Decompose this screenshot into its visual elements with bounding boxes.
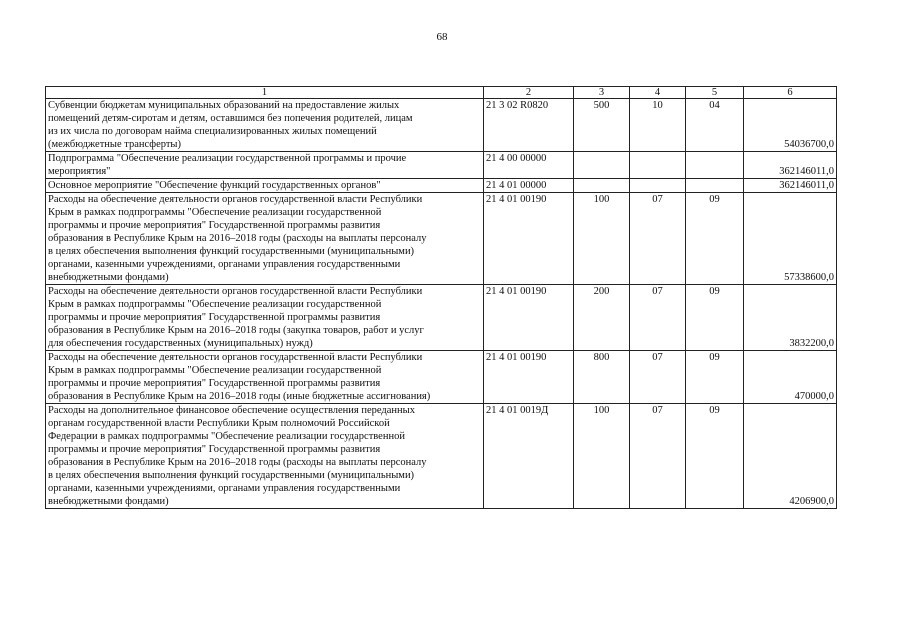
- row-col4: 07: [630, 285, 686, 351]
- header-cell-3: 3: [574, 87, 630, 99]
- row-amount: 57338600,0: [744, 193, 837, 285]
- header-cell-2: 2: [484, 87, 574, 99]
- row-col5: 09: [686, 404, 744, 509]
- row-code: 21 4 01 00190: [484, 193, 574, 285]
- row-name: Расходы на обеспечение деятельности органов государственной власти Республики Крым в рамках подпрограммы "Обеспечение реализации государственной программы и прочие мероприятия" Государственной программы развития образования в Республике Крым на 2016–2018 годы (расходы на выплаты персоналу в целях обеспечения выполнения функций государственными (муниципальными) органами, казенными учреждениями, органами управления государственными внебюджетными фондами): [46, 193, 484, 285]
- row-amount: 362146011,0: [744, 152, 837, 179]
- row-col3: [574, 179, 630, 193]
- row-code: 21 3 02 R0820: [484, 99, 574, 152]
- row-col3: 100: [574, 193, 630, 285]
- table-row: [46, 179, 837, 193]
- row-amount: 54036700,0: [744, 99, 837, 152]
- row-col5: [686, 152, 744, 179]
- row-col4: [630, 179, 686, 193]
- row-col4: 10: [630, 99, 686, 152]
- row-name: Расходы на дополнительное финансовое обеспечение осуществления переданных органам государственной власти Республики Крым полномочий Российской Федерации в рамках подпрограммы "Обеспечение реализации государственной программы и прочие мероприятия" Государственной программы развития образования в Республике Крым на 2016–2018 годы (расходы на выплаты персоналу в целях обеспечения выполнения функций государственными (муниципальными) органами, казенными учреждениями, органами управления государственными внебюджетными фондами): [46, 404, 484, 509]
- row-code: 21 4 01 00190: [484, 351, 574, 404]
- row-code: 21 4 01 00190: [484, 285, 574, 351]
- row-name: Субвенции бюджетам муниципальных образований на предоставление жилых помещений детям-сиротам и детям, оставшимся без попечения родителей, лицам из их числа по договорам найма специализированных жилых помещений (межбюджетные трансферты): [46, 99, 484, 152]
- header-cell-5: 5: [686, 87, 744, 99]
- row-col4: [630, 152, 686, 179]
- row-col5: 04: [686, 99, 744, 152]
- row-col3: 800: [574, 351, 630, 404]
- row-name: Расходы на обеспечение деятельности органов государственной власти Республики Крым в рамках подпрограммы "Обеспечение реализации государственной программы и прочие мероприятия" Государственной программы развития образования в Республике Крым на 2016–2018 годы (иные бюджетные ассигнования): [46, 351, 484, 404]
- row-col5: 09: [686, 285, 744, 351]
- row-col4: 07: [630, 193, 686, 285]
- header-cell-1: 1: [46, 87, 484, 99]
- row-col5: 09: [686, 193, 744, 285]
- row-col4: 07: [630, 351, 686, 404]
- row-amount: 470000,0: [744, 351, 837, 404]
- header-cell-4: 4: [630, 87, 686, 99]
- row-name: Основное мероприятие "Обеспечение функций государственных органов": [46, 179, 484, 193]
- row-col3: 100: [574, 404, 630, 509]
- row-amount: 362146011,0: [744, 179, 837, 193]
- row-name: Расходы на обеспечение деятельности органов государственной власти Республики Крым в рамках подпрограммы "Обеспечение реализации государственной программы и прочие мероприятия" Государственной программы развития образования в Республике Крым на 2016–2018 годы (закупка товаров, работ и услуг для обеспечения государственных (муниципальных) нужд): [46, 285, 484, 351]
- row-col4: 07: [630, 404, 686, 509]
- row-col5: [686, 179, 744, 193]
- row-col5: 09: [686, 351, 744, 404]
- row-col3: 500: [574, 99, 630, 152]
- budget-table: [45, 86, 837, 509]
- row-col3: [574, 152, 630, 179]
- table-row: [46, 152, 837, 179]
- page-number: 68: [436, 31, 448, 43]
- row-code: 21 4 00 00000: [484, 152, 574, 179]
- table-row: [46, 404, 837, 509]
- row-amount: 3832200,0: [744, 285, 837, 351]
- table-header-row: [46, 87, 837, 99]
- row-code: 21 4 01 00000: [484, 179, 574, 193]
- row-name: Подпрограмма "Обеспечение реализации государственной программы и прочие мероприятия": [46, 152, 484, 179]
- table-row: [46, 193, 837, 285]
- header-cell-6: 6: [744, 87, 837, 99]
- row-amount: 4206900,0: [744, 404, 837, 509]
- table-row: [46, 351, 837, 404]
- table-row: [46, 99, 837, 152]
- table-row: [46, 285, 837, 351]
- row-col3: 200: [574, 285, 630, 351]
- row-code: 21 4 01 0019Д: [484, 404, 574, 509]
